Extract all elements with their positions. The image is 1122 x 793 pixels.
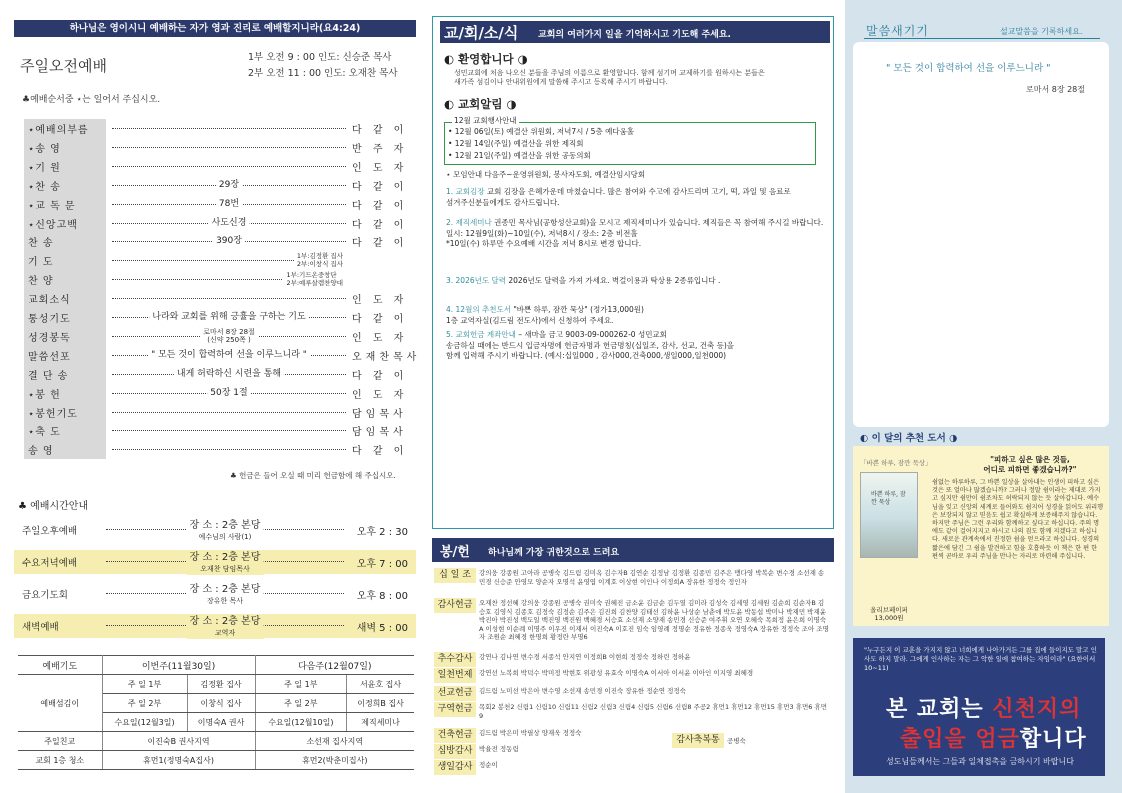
order-label: 기 도 [24, 251, 106, 270]
book-cover-image [860, 472, 918, 558]
notice-item [446, 305, 828, 326]
memo-reference: 로마서 8장 28절 [1026, 85, 1085, 94]
order-label: ⋆송 영 [24, 138, 106, 157]
header-banner: 하나님은 영이시니 예배하는 자가 영과 진리로 예배할지니라(요4:24) [14, 20, 416, 37]
order-row [24, 232, 414, 251]
order-row [24, 346, 421, 365]
order-detail-line: 1부:김정환 집사 [296, 252, 343, 261]
book-price: 13,000원 [874, 614, 904, 622]
schedule-time: 오후 8 : 00 [356, 590, 408, 602]
order-row [24, 384, 414, 403]
order-label: ⋆찬 송 [24, 176, 106, 195]
memo-box[interactable] [853, 42, 1109, 427]
offering-names: 박율전 정동림 [479, 745, 519, 753]
duty-cell: 김정환 집사 [187, 675, 255, 694]
schedule-time: 새벽 5 : 00 [356, 622, 408, 634]
order-label: 말씀선포 [24, 346, 106, 365]
schedule-row [14, 614, 416, 638]
order-row [24, 119, 414, 138]
order-detail: 50장 1절 [207, 384, 250, 403]
order-detail: 나라와 교회를 위해 긍휼을 구하는 기도 [149, 308, 308, 327]
warning-note: 성도님들께서는 그들과 일체접촉을 금하시기 바랍니다 [886, 757, 1074, 766]
order-detail-line: 2부:이창식 집사 [296, 260, 343, 269]
order-detail-line: 2부:예루살렘찬양대 [286, 279, 343, 288]
order-dotted-line [112, 270, 346, 289]
duty-cell: 이정희B 집사 [347, 694, 414, 713]
schedule-dotted-line [106, 518, 344, 542]
duty-header-cell: 다음주(12월07일) [255, 656, 414, 675]
notice-title: 4. 12월의 추천도서 [446, 305, 511, 314]
order-row [24, 176, 414, 195]
duty-cell: 휴먼2(박춘미집사) [255, 751, 414, 770]
service-times [248, 50, 398, 82]
order-detail [283, 271, 346, 287]
event-item: • 12월 14일(주일) 예결산을 위한 제직회 [448, 139, 584, 148]
order-label: ⋆기 원 [24, 157, 106, 176]
duty-cell: 주 일 1부 [102, 675, 187, 694]
offering-names: 목회2 봉천2 신림1 신림10 신림11 신림2 신림3 신림4 신림5 신림6 신림8 주공2 휴먼1 휴먼12 휴먼15 휴먼3 휴먼6 휴먼9 [479, 703, 828, 720]
warning-line-1 [886, 692, 1081, 723]
schedule-time: 오후 7 : 00 [356, 558, 408, 570]
notice-line: 1층 교역자실(김드림 전도사)에서 신청하여 주세요. [446, 315, 614, 325]
duty-row [18, 732, 414, 751]
schedule-place [187, 520, 264, 543]
offering-title: 봉/헌 [440, 545, 470, 560]
warning-highlight: 출입을 엄금 [900, 727, 1020, 752]
order-row [24, 440, 414, 459]
order-detail: 29장 [216, 176, 242, 195]
offering-names: 오재찬 정선혜 강의웅 강종원 공병숙 권미숙 권혜진 금소윤 김금순 김두열 김미라 김성숙 김세영 김세원 김순희 김순자B 김승호 김영식 김종호 김정숙 김정순 김주은 김진희 김찬양 김태선 김하윤 나상순 남춘애 박도윤 박동섭 박미나 박재민 박재윤 박진아 박진성 백도일 백진영 백진원 백혜경 서승효 소선재 소양재 송민경 신승준 여주휘 오연 오혜숙 목희정 윤은희 이명숙A 이성현 이순례 이명주 이우진 이재서 이진숙A 이호진 임숙 임영례 정명순 정유한 정종욱 정영숙A 장유한 정정숙 조아 조명자 조원순 최혜경 한명희 황정란 부명6 [479, 599, 829, 641]
order-dotted-line [112, 384, 346, 403]
schedule-leader: 교역자 [214, 629, 236, 637]
order-note: ♣예배순서중 ⋆는 일어서 주십시오. [22, 95, 161, 105]
order-label: ⋆봉 헌 [24, 384, 106, 403]
order-dotted-line [112, 346, 346, 365]
order-dotted-line [112, 138, 346, 157]
book-publisher [866, 606, 912, 622]
schedule-place [187, 616, 264, 639]
order-detail-line: 로마서 8장 28절 [203, 327, 255, 336]
order-label: 교회소식 [24, 289, 106, 308]
notice-title: 1. 교회김장 [446, 187, 485, 196]
book-description: 쉼없는 하루하루, 그 바쁜 일상을 살아내는 인생이 피하고 싶은 것은 또 얼마나 많겠습니까? 그러나 정말 쉼이라는 제대로 가지고 싶지만 쉼만이 쉼조차도 허락되지 않는 듯 살아갑니다. 예수님을 잊고 신앙의 세계로 들어와도 쉼지어 성경을 읽어도 위리행은 보장되지 않고 믿음도 쉽고 확실하게 보증해주지 않습니다. 하지만 주님은 그런 우리와 함께하고 싶다고 하십니다. 주의 명에도 같이 걸어지지고 하시고 나의 짐도 함께 지겠다고 하십니다. 새로운 관계속에서 진정한 쉼을 얻으라고 하십니다. 성경의 짧은에 담긴 그 쉼을 발견하고 힘을 호흡하듯 이 책은 한 편 한 편씩 곧바로 우리 주님을 만나는 자리로 마련해 주십니다. [932, 479, 1104, 560]
order-label: ⋆교 독 문 [24, 195, 106, 214]
offering-names: 강연나 김나연 변수경 서종석 안지연 이정희B 이현희 정정숙 정하린 정하윤 [479, 653, 691, 661]
order-dotted-line [112, 289, 346, 308]
order-dotted-line [112, 232, 346, 251]
order-detail [294, 252, 346, 268]
offering-names: 김드림 박은미 박필상 양재욱 정정숙 [479, 729, 582, 737]
order-leader: 인 도 자 [352, 162, 408, 174]
schedule-dotted-line [106, 550, 344, 574]
duty-cell: 휴먼1(정명숙A집사) [102, 751, 255, 770]
order-dotted-line [112, 365, 346, 384]
order-leader: 오재찬목사 [352, 351, 421, 363]
order-leader: 반 주 자 [352, 143, 408, 155]
order-row [24, 327, 414, 346]
offering-extra-label: 감사축복통 [672, 733, 724, 748]
notice-title: 2. 제직세미나 [446, 218, 492, 227]
order-leader: 다 같 이 [352, 446, 408, 458]
schedule-row [14, 550, 416, 574]
offering-names: 정순이 [479, 761, 498, 769]
notice-title: 5. 교회헌금 계좌안내 [446, 330, 516, 339]
duty-cell: 수요일(12월3일) [102, 713, 187, 732]
offering-label: 십 일 조 [434, 568, 476, 583]
meeting-note: ⋆ 모임안내 다음주~운영위원회, 봉사자도회, 예결산임시당회 [446, 170, 646, 179]
order-row [24, 270, 414, 289]
duty-cell: 주 일 2부 [102, 694, 187, 713]
order-dotted-line [112, 214, 346, 233]
order-label: 찬 송 [24, 232, 106, 251]
warning-highlight: 신천지의 [992, 697, 1082, 722]
order-leader: 다 같 이 [352, 181, 408, 193]
memo-title: 말씀새기기 [866, 24, 929, 38]
memo-subtitle: 설교말씀을 기록하세요. [1000, 27, 1083, 36]
schedule-place [187, 584, 264, 607]
order-row [24, 289, 414, 308]
duty-cell: 예배섬김이 [18, 675, 102, 732]
offering-names: 강의웅 강종원 고아라 공병숙 김드림 김미옥 김수자B 김연순 김정남 김정환 김종민 김주은 맹다영 박복순 변수경 소선재 송민경 신승준 안영모 양순자 오명석 윤영엽 이계호 이상현 이인나 이정희A 장유한 정정숙 정인자 [479, 569, 825, 586]
order-row [24, 138, 414, 157]
duty-header-cell: 예배기도 [18, 656, 102, 675]
schedule-name: 주일오후예배 [22, 526, 78, 537]
order-label: 결 단 송 [24, 365, 106, 384]
duty-cell: 소선재 집사지역 [255, 732, 414, 751]
order-dotted-line [112, 421, 346, 440]
duty-table [18, 655, 414, 770]
book-publisher-name: 올리브페이퍼 [870, 606, 908, 614]
order-detail: 78번 [216, 195, 242, 214]
news-panel [432, 16, 834, 529]
book-section-title: ◐ 이 달의 추천 도서 ◑ [860, 433, 958, 444]
order-row [24, 157, 414, 176]
schedule-name: 금요기도회 [22, 590, 68, 601]
notice-line: 2026년도 달력을 가져 가세요. 벽걸이용과 탁상용 2종류입니다 . [508, 276, 721, 285]
warning-text: 본 교회는 [886, 697, 993, 722]
notice-item [446, 187, 828, 208]
order-leader: 인 도 자 [352, 332, 408, 344]
order-label: 찬 양 [24, 270, 106, 289]
order-label: ⋆예배의부름 [24, 119, 106, 138]
order-row [24, 365, 414, 384]
duty-cell: 이창식 집사 [187, 694, 255, 713]
order-dotted-line [112, 327, 346, 346]
order-row [24, 403, 414, 422]
notice-line: 송금하실 때에는 반드시 입금자명에 헌금자명과 헌금명칭(십일조, 감사, 선교, 건축 등)을 [446, 340, 735, 350]
offering-label: 선교헌금 [434, 686, 476, 701]
news-title: 교/회/소/식 [444, 24, 519, 42]
order-dotted-line [112, 251, 346, 270]
order-label: ⋆봉헌기도 [24, 403, 106, 422]
offering-label: 일천번제 [434, 668, 476, 683]
warning-text: 합니다 [1019, 727, 1087, 752]
notice-line: *10일(수) 하루만 수요예배 시간을 저녁 8시로 변경 합니다. [446, 239, 642, 248]
welcome-text-1: 성민교회에 처음 나오신 분들을 주님의 이름으로 환영합니다. 함께 섬기며 교제하기를 원하시는 분들은 [454, 69, 765, 77]
notice-line: "바쁜 하루, 잠깐 묵상" (정가13,000원) [513, 305, 644, 314]
duty-cell: 주 일 1부 [255, 675, 347, 694]
schedule-row [14, 518, 416, 542]
duty-cell: 수요일(12월10일) [255, 713, 347, 732]
offering-label: 구역헌금 [434, 702, 476, 717]
order-row [24, 308, 414, 327]
order-detail-line: 1부:기드온중창단 [286, 271, 337, 280]
order-dotted-line [112, 119, 346, 138]
warning-verse: "누구든지 이 교훈을 가지지 않고 너희에게 나아가거든 그를 집에 들이지도 말고 인사도 하지 말라. 그에게 인사하는 자는 그 악한 일에 참여하는 자임이라" (요한이서 10~11) [864, 646, 1097, 672]
order-leader: 다 같 이 [352, 219, 408, 231]
notice-item [446, 276, 828, 287]
order-leader: 인 도 자 [352, 389, 408, 401]
offering-names: 김드림 노미선 박은아 변수영 소선재 송민경 이진숙 장유한 정순연 정정숙 [479, 687, 686, 695]
notice-line: 권종민 목사님(공항성산교회)을 모시고 제직세미나가 있습니다. 제직들은 꼭 참여해 주시길 바랍니다. [494, 218, 824, 227]
offering-extra-names: 공병숙 [727, 737, 746, 745]
notice-line: – 새마을 금고 9003-09-000262-0 성민교회 [518, 330, 667, 339]
order-row [24, 214, 414, 233]
offering-label: 심방감사 [434, 744, 476, 759]
order-leader: 담임목사 [352, 408, 407, 420]
offering-label: 생일감사 [434, 760, 476, 775]
order-leader: 다 같 이 [352, 370, 408, 382]
duty-cell: 제직세미나 [347, 713, 414, 732]
events-title: 12월 교회행사안내 [454, 116, 517, 125]
warning-line-2 [900, 722, 1087, 753]
schedule-leader: 장유한 목사 [206, 597, 244, 605]
schedule-time: 오후 2 : 30 [356, 526, 408, 538]
order-row [24, 251, 414, 270]
page-title: 주일오전예배 [20, 57, 107, 75]
order-label: 통성기도 [24, 308, 106, 327]
order-dotted-line [112, 308, 346, 327]
order-leader: 담임목사 [352, 427, 407, 439]
welcome-text-2: 새가족 섬김이나 안내위원에게 말씀해 주시고 등록해 주시기 바랍니다. [454, 78, 668, 86]
order-leader: 다 같 이 [352, 125, 408, 136]
schedule-name: 수요저녁예배 [22, 558, 78, 569]
order-dotted-line [112, 403, 346, 422]
news-subtitle: 교회의 여러가지 일을 기억하시고 기도해 주세요. [538, 30, 731, 40]
duty-cell: 이진숙B 권사지역 [102, 732, 255, 751]
schedule-row [14, 582, 416, 606]
order-label: ⋆축 도 [24, 421, 106, 440]
order-detail: 사도신경 [209, 214, 250, 233]
order-detail-line: (신약 250쪽 ) [207, 335, 251, 344]
order-detail: 390장 [213, 232, 245, 251]
duty-row [18, 751, 414, 770]
duty-cell: 교회 1층 청소 [18, 751, 102, 770]
offering-note: ♣ 헌금은 들어 오실 때 미리 헌금함에 해 주십시오. [230, 471, 396, 480]
duty-cell: 주일친교 [18, 732, 102, 751]
offering-names: 강연선 노복희 박덕수 박미정 박현호 위광성 유효숙 이명숙A 이서아 이서윤 이아인 이지영 최혜경 [479, 669, 754, 677]
duty-header-row [18, 656, 414, 675]
notice-line: 함께 입력해 주시기 바랍니다. (예시:십일000 , 감사000,건축000,생일000,일천000) [446, 351, 727, 360]
notice-line: 일시: 12월9일(화)~10일(수), 저녁8시 / 장소: 2층 비전홀 [446, 228, 638, 238]
notice-item [446, 330, 828, 362]
schedule-place [187, 552, 264, 575]
offering-label: 추수감사 [434, 652, 476, 667]
schedule-name: 새벽예배 [22, 622, 59, 633]
order-label: ⋆신앙고백 [24, 214, 106, 233]
duty-cell: 이명숙A 권사 [187, 713, 255, 732]
duty-header-cell: 이번주(11월30일) [102, 656, 255, 675]
notice-title: 3. 2026년도 달력 [446, 276, 506, 285]
order-label: 송 영 [24, 440, 106, 459]
schedule-dotted-line [106, 614, 344, 638]
schedule-title: ♣ 예배시간안내 [18, 501, 89, 512]
schedule-leader: 예수님의 사람(1) [198, 533, 252, 541]
service-time-2: 2부 오전 11 : 00 인도: 오재찬 목사 [248, 68, 398, 79]
event-item: • 12월 06일(토) 예결산 위원회, 저녁7시 / 5층 예다움홀 [448, 127, 635, 136]
schedule-place-main: 장 소 : 2층 본당 [189, 552, 261, 563]
offering-subtitle: 하나님께 가장 귀한것으로 드려요 [488, 548, 620, 558]
divider [864, 38, 1100, 39]
schedule-dotted-line [106, 582, 344, 606]
order-label: 성경봉독 [24, 327, 106, 346]
duty-cell: 서윤호 집사 [347, 675, 414, 694]
schedule-leader: 오재찬 담임목사 [200, 565, 250, 573]
order-leader: 다 같 이 [352, 314, 408, 325]
book-headline-1: "피하고 싶은 많은 것들, [990, 455, 1070, 464]
order-dotted-line [112, 440, 346, 459]
welcome-title: ◐ 환영합니다 ◑ [444, 52, 528, 66]
service-time-1: 1부 오전 9 : 00 인도: 신승준 목사 [248, 52, 392, 63]
notice-line: 교회 김장을 은혜가운데 마쳤습니다. 많은 참여와 수고에 감사드리며 고기, 떡, 과일 및 음료로 [486, 187, 791, 196]
book-cover-title: 바쁜 하루, 잠깐 묵상 [871, 491, 906, 506]
notice-item [446, 218, 828, 250]
book-headline-2: 어디로 피하면 좋겠습니까?" [983, 465, 1077, 474]
order-detail: " 모든 것이 합력하여 선을 이루느니라 " [148, 346, 310, 365]
order-leader: 다 같 이 [352, 238, 408, 250]
duty-row [18, 675, 414, 694]
book-series: 「바쁜 하루, 잠깐 묵상」 [860, 459, 932, 467]
schedule-place-main: 장 소 : 2층 본당 [189, 520, 261, 531]
book-headline [960, 455, 1100, 475]
order-row [24, 421, 414, 440]
notice-title: ◐ 교회알림 ◑ [444, 97, 517, 111]
order-detail [200, 328, 258, 344]
order-row [24, 195, 414, 214]
event-item: • 12월 21일(주일) 예결산을 위한 공동의회 [448, 151, 591, 160]
offering-label: 건축헌금 [434, 728, 476, 743]
offering-label: 감사헌금 [434, 598, 476, 613]
order-dotted-line [112, 176, 346, 195]
order-dotted-line [112, 195, 346, 214]
notice-line: 섬겨주신분들에게도 감사드립니다. [446, 197, 560, 207]
memo-quote: " 모든 것이 합력하여 선을 이루느니라 " [886, 63, 1051, 74]
order-leader: 인 도 자 [352, 295, 408, 307]
order-dotted-line [112, 157, 346, 176]
schedule-place-main: 장 소 : 2층 본당 [189, 584, 261, 595]
duty-cell: 주 일 2부 [255, 694, 347, 713]
order-detail: 내게 허락하신 시련을 통해 [174, 365, 284, 384]
order-leader: 다 같 이 [352, 200, 408, 212]
schedule-place-main: 장 소 : 2층 본당 [189, 616, 261, 627]
